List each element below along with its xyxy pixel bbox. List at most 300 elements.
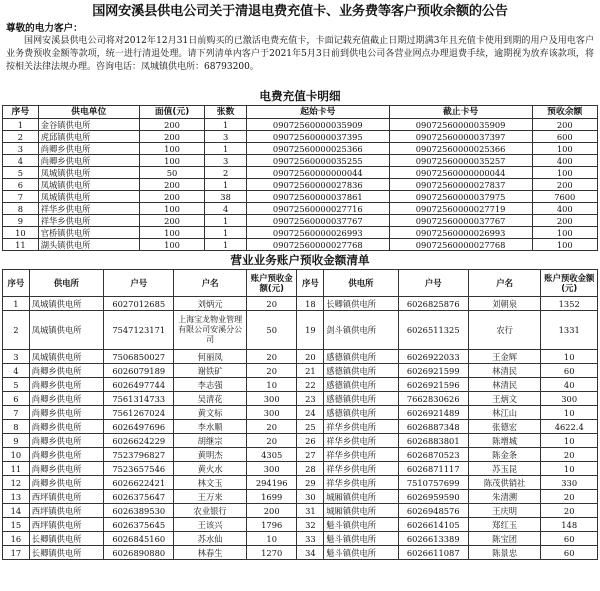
column-header: 起始卡号 <box>246 106 389 119</box>
table-cell: 尚卿乡供电所 <box>29 392 103 406</box>
table-cell: 1 <box>205 215 247 227</box>
notice-body: 国网安溪县供电公司将对2012年12月31日前购买的已激活电费充值卡，卡面记载充值截止日期过期满3年且充值卡使用到期的用户及用电客户业务费预收金额等款项，统一进行清退处理。请下列清单内客户于2021年5月3日前到供电公司各营业网点办理退费手续，逾期视为放弃该款项，将按相关法律法规办理。咨询电话：凤城镇供电所：68793200。 <box>6 36 594 72</box>
table-cell: 22 <box>297 378 324 392</box>
column-header: 预收余额 <box>532 106 598 119</box>
table-row <box>3 297 598 311</box>
table-cell: 黄文标 <box>174 406 247 420</box>
table-cell: 26 <box>297 434 324 448</box>
table-cell: 100 <box>139 143 204 155</box>
table-cell: 7523796827 <box>104 448 174 462</box>
table-row <box>3 143 598 155</box>
table-row <box>3 378 598 392</box>
column-header: 供电单位 <box>38 106 139 119</box>
table-cell: 7561314733 <box>104 392 174 406</box>
table-cell: 长卿镇供电所 <box>29 546 103 560</box>
table-cell: 200 <box>139 179 204 191</box>
table-cell: 1 <box>3 297 30 311</box>
table-row <box>3 518 598 532</box>
table-cell: 2 <box>3 311 30 350</box>
table-row <box>3 448 598 462</box>
table-cell: 600 <box>532 131 598 143</box>
table-cell: 09072560000027768 <box>246 239 389 251</box>
table-cell: 6026921596 <box>398 378 468 392</box>
table-row <box>3 406 598 420</box>
table-cell: 28 <box>297 462 324 476</box>
table-row <box>3 215 598 227</box>
column-header: 户号 <box>104 270 174 297</box>
table-cell: 1 <box>3 119 39 131</box>
table-cell: 200 <box>139 119 204 131</box>
table-cell: 09072560000025366 <box>389 143 532 155</box>
column-header: 供电所 <box>324 270 398 297</box>
table-cell: 17 <box>3 546 30 560</box>
table-cell: 王万来 <box>174 490 247 504</box>
prepaid-card-table <box>2 105 598 251</box>
table-cell: 6026845160 <box>104 532 174 546</box>
table-cell: 王炳文 <box>468 392 541 406</box>
table-cell: 100 <box>532 227 598 239</box>
table-cell: 50 <box>139 167 204 179</box>
table-cell: 林清民 <box>468 364 541 378</box>
table-cell: 感德镇供电所 <box>324 364 398 378</box>
table-cell: 郑红玉 <box>468 518 541 532</box>
table-cell: 300 <box>246 462 297 476</box>
table-cell: 09072560000000044 <box>246 167 389 179</box>
table-cell: 100 <box>532 239 598 251</box>
table-cell: 40 <box>541 378 598 392</box>
table-cell: 1270 <box>246 546 297 560</box>
table-cell: 张德宏 <box>468 420 541 434</box>
table-cell: 感德镇供电所 <box>324 406 398 420</box>
table-cell: 尚卿乡供电所 <box>29 364 103 378</box>
table-cell: 10 <box>246 532 297 546</box>
table-header-row <box>3 270 598 297</box>
table-cell: 陈金条 <box>468 448 541 462</box>
column-header: 面值(元) <box>139 106 204 119</box>
table-cell: 294196 <box>246 476 297 490</box>
table-cell: 6026375647 <box>104 490 174 504</box>
account-balance-table <box>2 269 598 560</box>
table-cell: 黄火水 <box>174 462 247 476</box>
table-cell: 6026883801 <box>398 434 468 448</box>
table-cell: 金谷镇供电所 <box>38 119 139 131</box>
table-cell: 60 <box>541 546 598 560</box>
table-cell: 19 <box>297 311 324 350</box>
table-cell: 6026890880 <box>104 546 174 560</box>
table-cell: 9 <box>3 434 30 448</box>
table-cell: 朱清溯 <box>468 490 541 504</box>
table-cell: 09072560000026993 <box>246 227 389 239</box>
table-row <box>3 203 598 215</box>
table-cell: 城厢镇供电所 <box>324 490 398 504</box>
table-cell: 100 <box>532 167 598 179</box>
table-row <box>3 420 598 434</box>
table-cell: 上海宝龙物业管理有限公司安溪分公司 <box>174 311 247 350</box>
table-cell: 09072560000027716 <box>246 203 389 215</box>
table-cell: 200 <box>139 215 204 227</box>
table-row <box>3 504 598 518</box>
table-cell: 祥华乡供电所 <box>324 448 398 462</box>
table-cell: 6 <box>3 392 30 406</box>
column-header: 户名 <box>468 270 541 297</box>
table-cell: 林文玉 <box>174 476 247 490</box>
table-cell: 魁斗镇供电所 <box>324 546 398 560</box>
table-cell: 09072560000027719 <box>389 203 532 215</box>
table-cell: 6026921489 <box>398 406 468 420</box>
table-row <box>3 364 598 378</box>
table-cell: 苏玉昆 <box>468 462 541 476</box>
table-cell: 09072560000000044 <box>389 167 532 179</box>
table-cell: 20 <box>246 350 297 364</box>
table-cell: 2 <box>205 167 247 179</box>
table-cell: 7523657546 <box>104 462 174 476</box>
table-cell: 09072560000026993 <box>389 227 532 239</box>
table-cell: 1352 <box>541 297 598 311</box>
table-cell: 100 <box>532 143 598 155</box>
table-cell: 6026497744 <box>104 378 174 392</box>
table-cell: 23 <box>297 392 324 406</box>
table-cell: 300 <box>541 392 598 406</box>
table-cell: 7506850027 <box>104 350 174 364</box>
notice-greeting: 尊敬的电力客户： <box>6 23 83 34</box>
table-cell: 300 <box>246 406 297 420</box>
table-row <box>3 179 598 191</box>
table-cell: 34 <box>297 546 324 560</box>
table-cell: 09072560000027837 <box>389 179 532 191</box>
table-cell: 感德镇供电所 <box>324 378 398 392</box>
table-row <box>3 490 598 504</box>
table-cell: 09072560000035909 <box>246 119 389 131</box>
table-row <box>3 350 598 364</box>
table-cell: 33 <box>297 532 324 546</box>
table-cell: 6026921599 <box>398 364 468 378</box>
table-cell: 尚卿乡供电所 <box>38 155 139 167</box>
table-cell: 20 <box>297 350 324 364</box>
table-cell: 13 <box>3 490 30 504</box>
table-cell: 农业银行 <box>174 504 247 518</box>
table-cell: 6026375645 <box>104 518 174 532</box>
table-cell: 陈景忠 <box>468 546 541 560</box>
table-cell: 王该兴 <box>174 518 247 532</box>
table-cell: 林春生 <box>174 546 247 560</box>
column-header: 户号 <box>398 270 468 297</box>
table-cell: 3 <box>3 143 39 155</box>
table-cell: 王庆明 <box>468 504 541 518</box>
table-cell: 尚卿乡供电所 <box>29 462 103 476</box>
table-cell: 李志强 <box>174 378 247 392</box>
table-cell: 6026622421 <box>104 476 174 490</box>
table-cell: 60 <box>541 364 598 378</box>
table-cell: 31 <box>297 504 324 518</box>
table-cell: 100 <box>139 203 204 215</box>
table-cell: 20 <box>246 364 297 378</box>
table-cell: 城厢镇供电所 <box>324 504 398 518</box>
table-cell: 20 <box>246 434 297 448</box>
table-cell: 尚卿乡供电所 <box>29 448 103 462</box>
table-cell: 凤城镇供电所 <box>29 350 103 364</box>
table-cell: 300 <box>246 392 297 406</box>
table-cell: 凤城镇供电所 <box>38 167 139 179</box>
table-cell: 7600 <box>532 191 598 203</box>
table-cell: 祥华乡供电所 <box>38 203 139 215</box>
table-cell: 祥华乡供电所 <box>324 476 398 490</box>
table-cell: 尚卿乡供电所 <box>29 420 103 434</box>
table-cell: 200 <box>532 119 598 131</box>
table-cell: 20 <box>541 490 598 504</box>
table-cell: 1 <box>205 179 247 191</box>
table-cell: 胡继宗 <box>174 434 247 448</box>
table-cell: 4 <box>3 364 30 378</box>
table-cell: 09072560000037975 <box>389 191 532 203</box>
table-cell: 湖头镇供电所 <box>38 239 139 251</box>
table-cell: 6026614105 <box>398 518 468 532</box>
table-cell: 20 <box>541 504 598 518</box>
table-cell: 09072560000025366 <box>246 143 389 155</box>
column-header: 账户预收金额(元) <box>246 270 297 297</box>
table-cell: 谢铁矿 <box>174 364 247 378</box>
table-cell: 7662830626 <box>398 392 468 406</box>
table-cell: 王金辉 <box>468 350 541 364</box>
table-cell: 3 <box>3 350 30 364</box>
table-cell: 祥华乡供电所 <box>38 215 139 227</box>
table-cell: 凤城镇供电所 <box>38 179 139 191</box>
table-cell: 6026497696 <box>104 420 174 434</box>
table-cell: 陈增城 <box>468 434 541 448</box>
table-cell: 27 <box>297 448 324 462</box>
table-cell: 10 <box>541 434 598 448</box>
table-row <box>3 167 598 179</box>
table-cell: 6026511325 <box>398 311 468 350</box>
table-cell: 1331 <box>541 311 598 350</box>
column-header: 户名 <box>174 270 247 297</box>
table-cell: 8 <box>3 203 39 215</box>
table-cell: 凤城镇供电所 <box>29 297 103 311</box>
table-cell: 农行 <box>468 311 541 350</box>
table-cell: 21 <box>297 364 324 378</box>
table-cell: 6026922033 <box>398 350 468 364</box>
table-row <box>3 392 598 406</box>
table-cell: 6 <box>3 179 39 191</box>
table-cell: 09072560000027836 <box>246 179 389 191</box>
table-cell: 148 <box>541 518 598 532</box>
table-cell: 6026948576 <box>398 504 468 518</box>
table-cell: 凤城镇供电所 <box>38 191 139 203</box>
table-cell: 林清民 <box>468 378 541 392</box>
table-cell: 3 <box>205 155 247 167</box>
announcement <box>2 2 598 587</box>
table-cell: 6026613389 <box>398 532 468 546</box>
table-cell: 长卿镇供电所 <box>324 297 398 311</box>
table-cell: 6026887348 <box>398 420 468 434</box>
column-header: 供电所 <box>29 270 103 297</box>
table-cell: 12 <box>3 476 30 490</box>
table-cell: 西坪镇供电所 <box>29 518 103 532</box>
table-cell: 黄明杰 <box>174 448 247 462</box>
table-cell: 09072560000037397 <box>389 131 532 143</box>
table-cell: 6026825876 <box>398 297 468 311</box>
table-cell: 6026959590 <box>398 490 468 504</box>
column-header: 账户预收金额(元) <box>541 270 598 297</box>
table-cell: 09072560000037861 <box>246 191 389 203</box>
table-cell: 09072560000035257 <box>389 155 532 167</box>
notice-title: 国网安溪县供电公司关于清退电费充值卡、业务费等客户预收余额的公告 <box>92 4 508 19</box>
table-cell: 4 <box>205 203 247 215</box>
table-cell: 10 <box>541 462 598 476</box>
table-cell: 200 <box>532 179 598 191</box>
table-cell: 4 <box>3 155 39 167</box>
column-header: 张数 <box>205 106 247 119</box>
table-cell: 14 <box>3 504 30 518</box>
column-header: 截止卡号 <box>389 106 532 119</box>
table-row <box>3 119 598 131</box>
table-row <box>3 131 598 143</box>
table-cell: 16 <box>3 532 30 546</box>
table-cell: 1 <box>205 227 247 239</box>
table-row <box>3 155 598 167</box>
table-row <box>3 311 598 350</box>
table-cell: 6027012685 <box>104 297 174 311</box>
table-cell: 09072560000035909 <box>389 119 532 131</box>
table-cell: 2 <box>3 131 39 143</box>
table-cell: 7510757699 <box>398 476 468 490</box>
table-row <box>3 191 598 203</box>
table-cell: 200 <box>139 131 204 143</box>
table-cell: 09072560000035255 <box>246 155 389 167</box>
table-cell: 尚卿乡供电所 <box>29 434 103 448</box>
table-cell: 6026624229 <box>104 434 174 448</box>
table-row <box>3 239 598 251</box>
table-cell: 09072560000037395 <box>246 131 389 143</box>
table-cell: 10 <box>3 227 39 239</box>
table-cell: 祥华乡供电所 <box>324 434 398 448</box>
table-cell: 30 <box>297 490 324 504</box>
table-cell: 8 <box>3 420 30 434</box>
table-cell: 09072560000037767 <box>246 215 389 227</box>
table-cell: 20 <box>246 420 297 434</box>
table-cell: 感德镇供电所 <box>324 350 398 364</box>
table-cell: 何丽凤 <box>174 350 247 364</box>
table-cell: 10 <box>246 378 297 392</box>
table-row <box>3 532 598 546</box>
table-cell: 10 <box>541 350 598 364</box>
table-cell: 25 <box>297 420 324 434</box>
table-cell: 尚卿乡供电所 <box>29 476 103 490</box>
table-cell: 200 <box>532 215 598 227</box>
table-cell: 刘朝泉 <box>468 297 541 311</box>
table-cell: 20 <box>541 448 598 462</box>
table-cell: 1 <box>205 119 247 131</box>
table-cell: 6026389530 <box>104 504 174 518</box>
table-row <box>3 434 598 448</box>
table-cell: 6026870523 <box>398 448 468 462</box>
table-cell: 20 <box>246 297 297 311</box>
table-cell: 1796 <box>246 518 297 532</box>
table-cell: 西坪镇供电所 <box>29 504 103 518</box>
table-cell: 尚卿乡供电所 <box>29 378 103 392</box>
table-cell: 6026871117 <box>398 462 468 476</box>
table-cell: 5 <box>3 167 39 179</box>
table-cell: 10 <box>3 448 30 462</box>
cards-section-title: 电费充值卡明细 <box>259 89 341 103</box>
table-row <box>3 227 598 239</box>
table-cell: 4622.4 <box>541 420 598 434</box>
table-cell: 6026611087 <box>398 546 468 560</box>
table-cell: 50 <box>246 311 297 350</box>
table-cell: 7547123171 <box>104 311 174 350</box>
table-cell: 陈茂供销社 <box>468 476 541 490</box>
column-header: 序号 <box>3 270 30 297</box>
table-cell: 10 <box>541 406 598 420</box>
table-cell: 100 <box>139 155 204 167</box>
table-cell: 11 <box>3 462 30 476</box>
table-cell: 38 <box>205 191 247 203</box>
table-cell: 刘炳元 <box>174 297 247 311</box>
table-cell: 18 <box>297 297 324 311</box>
table-cell: 7561267024 <box>104 406 174 420</box>
table-cell: 虎邱镇供电所 <box>38 131 139 143</box>
accounts-section-title: 营业业务账户预收金额清单 <box>230 253 370 267</box>
table-cell: 6026079189 <box>104 364 174 378</box>
table-cell: 60 <box>541 532 598 546</box>
table-cell: 200 <box>246 504 297 518</box>
table-cell: 7 <box>3 191 39 203</box>
table-row <box>3 476 598 490</box>
column-header: 序号 <box>297 270 324 297</box>
table-cell: 200 <box>139 191 204 203</box>
table-cell: 5 <box>3 378 30 392</box>
table-cell: 长卿镇供电所 <box>29 532 103 546</box>
table-cell: 400 <box>532 155 598 167</box>
table-cell: 陈宝团 <box>468 532 541 546</box>
table-cell: 24 <box>297 406 324 420</box>
table-cell: 祥华乡供电所 <box>324 462 398 476</box>
table-cell: 09072560000037767 <box>389 215 532 227</box>
table-cell: 330 <box>541 476 598 490</box>
table-cell: 7 <box>3 406 30 420</box>
table-cell: 400 <box>532 203 598 215</box>
table-cell: 西坪镇供电所 <box>29 490 103 504</box>
table-cell: 苏水仙 <box>174 532 247 546</box>
table-cell: 15 <box>3 518 30 532</box>
table-cell: 官桥镇供电所 <box>38 227 139 239</box>
table-cell: 凤城镇供电所 <box>29 311 103 350</box>
table-row <box>3 462 598 476</box>
table-cell: 李水顺 <box>174 420 247 434</box>
table-cell: 感德镇供电所 <box>324 392 398 406</box>
table-cell: 1 <box>205 143 247 155</box>
table-row <box>3 546 598 560</box>
table-cell: 1 <box>205 239 247 251</box>
table-cell: 09072560000027768 <box>389 239 532 251</box>
table-cell: 尚卿乡供电所 <box>29 406 103 420</box>
table-cell: 魁斗镇供电所 <box>324 518 398 532</box>
table-cell: 32 <box>297 518 324 532</box>
table-cell: 100 <box>139 239 204 251</box>
table-cell: 9 <box>3 215 39 227</box>
table-cell: 吴清花 <box>174 392 247 406</box>
table-cell: 1699 <box>246 490 297 504</box>
table-cell: 祥华乡供电所 <box>324 420 398 434</box>
table-cell: 3 <box>205 131 247 143</box>
table-cell: 魁斗镇供电所 <box>324 532 398 546</box>
table-cell: 29 <box>297 476 324 490</box>
table-header-row <box>3 106 598 119</box>
table-cell: 尚卿乡供电所 <box>38 143 139 155</box>
table-cell: 4305 <box>246 448 297 462</box>
table-cell: 100 <box>139 227 204 239</box>
column-header: 序号 <box>3 106 39 119</box>
table-cell: 剑斗镇供电所 <box>324 311 398 350</box>
